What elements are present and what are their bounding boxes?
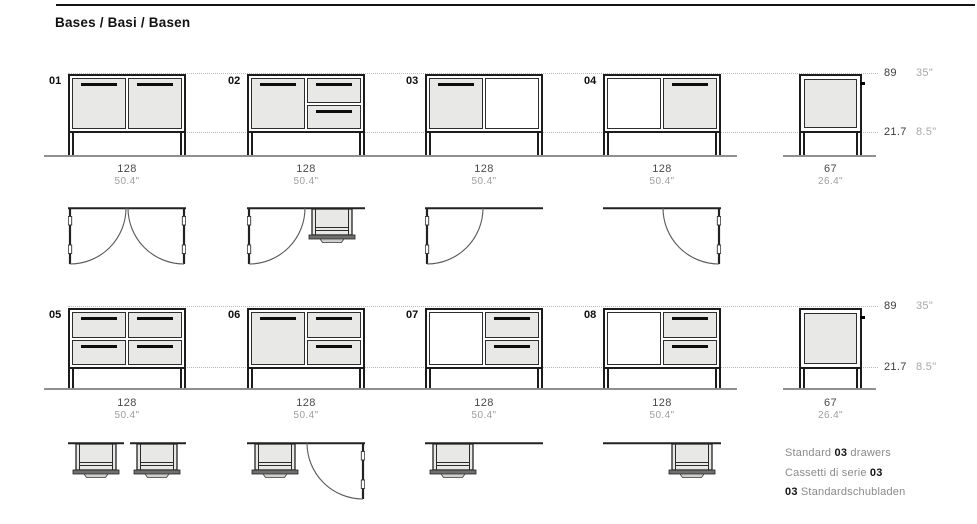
ground-line-row2 [44,388,737,390]
legend-text: Standardschubladen [797,486,906,498]
width-inches: 50.4" [649,410,675,421]
legend-text: Cassetti di serie [785,466,870,479]
drawer-panel [128,312,182,338]
cabinet-side-view [799,308,862,369]
drawer-handle [494,345,529,348]
side-handle [860,316,865,319]
module-04-label: 04 [584,75,597,87]
module-08-dimensions [603,397,721,421]
open-bay [607,78,661,129]
plan-03-left-door-swing [425,207,543,267]
height-cm: 89 [884,67,897,79]
page-title: Bases / Basi / Basen [55,15,191,30]
drawer-panel [485,312,539,338]
ground-line-row1 [44,155,737,157]
plan-01-double-door-swing [68,207,186,267]
plinth-cm: 21.7 [884,361,907,373]
drawer-handle [137,345,172,348]
module-02-dimensions [247,163,365,187]
cabinet-leg [68,369,74,388]
drawer-panel [663,312,717,338]
drawer-handle [494,317,529,320]
legend-line-en [785,444,905,464]
module-01-label: 01 [49,75,62,87]
door-panel [429,78,483,129]
plan-02-door-swing-drawer [247,207,365,267]
plan-05-two-drawers [68,442,186,482]
width-inches: 50.4" [471,176,497,187]
plan-08-right-drawer [603,442,721,482]
drawer-panel [307,312,361,338]
door-handle [137,83,172,86]
legend-bold: 03 [785,486,798,498]
module-01-dimensions [68,163,186,187]
width-cm: 128 [474,163,494,175]
cabinet-leg [359,369,365,388]
cabinet-front-two-doors [68,74,186,133]
cabinet-leg [715,133,721,155]
door-panel [663,78,717,129]
door-handle [260,317,295,320]
width-cm: 128 [652,397,672,409]
cabinet-front-open-door [603,74,721,133]
side-panel [804,79,857,128]
legend-bold: 03 [869,466,883,479]
drawer-handle [137,317,172,320]
drawer-handle [316,83,351,86]
drawer-panel [128,340,182,366]
depth-cm: 67 [823,397,838,409]
module-06-dimensions [247,397,365,421]
module-side-dimensions [799,397,862,421]
door-panel [72,78,126,129]
drawer-handle [81,345,116,348]
door-handle [672,83,707,86]
cabinet-leg [180,369,186,388]
door-panel [128,78,182,129]
cabinet-leg [247,133,253,155]
legend-line-de [785,483,905,503]
cabinet-leg [180,133,186,155]
door-panel [251,78,305,129]
drawer-handle [316,345,351,348]
width-inches: 50.4" [293,176,319,187]
drawer-legend [785,444,905,503]
width-inches: 50.4" [649,176,675,187]
ground-line-row2-side [783,388,876,390]
height-inches: 35" [916,300,934,312]
legend-text: Standard [785,447,835,459]
open-bay [485,78,539,129]
height-cm: 89 [884,300,897,312]
cabinet-leg [603,133,609,155]
cabinet-leg [359,133,365,155]
width-inches: 50.4" [114,176,140,187]
cabinet-front-drawers-door [247,308,365,369]
module-04-dimensions [603,163,721,187]
cabinet-leg [603,369,609,388]
depth-inches: 26.4" [817,176,843,187]
drawer-panel [663,340,717,366]
cabinet-side-view [799,74,862,133]
depth-cm: 67 [823,163,838,175]
width-cm: 128 [296,397,316,409]
plinth-inches: 8.5" [916,126,937,138]
depth-inches: 26.4" [817,410,843,421]
drawer-panel [307,105,361,130]
drawer-panel [72,340,126,366]
drawer-handle [672,317,707,320]
plan-07-left-drawer [425,442,543,482]
cabinet-leg [537,133,543,155]
module-03-label: 03 [406,75,419,87]
module-05-dimensions [68,397,186,421]
plan-06-drawer-door-swing [247,442,365,502]
leader-row2-top [68,306,878,307]
cabinet-front-door-open [425,74,543,133]
cabinet-leg [856,133,862,155]
module-03-dimensions [425,163,543,187]
drawer-handle [672,345,707,348]
open-bay [429,312,483,365]
door-handle [260,83,295,86]
cabinet-leg [247,369,253,388]
cabinet-front-four-drawers [68,308,186,369]
plan-04-right-door-swing [603,207,721,267]
top-rule [56,4,975,6]
width-cm: 128 [474,397,494,409]
drawer-panel [72,312,126,338]
module-05-label: 05 [49,309,62,321]
cabinet-front-door-two-drawers [247,74,365,133]
legend-bold: 03 [834,447,848,459]
cabinet-front-open-drawers [603,308,721,369]
cabinet-leg [68,133,74,155]
height-inches: 35" [916,67,934,79]
module-07-dimensions [425,397,543,421]
ground-line-row1-side [783,155,876,157]
width-cm: 128 [652,163,672,175]
module-02-label: 02 [228,75,241,87]
legend-text: drawers [847,447,891,459]
drawer-panel [307,78,361,103]
cabinet-leg [856,369,862,388]
cabinet-leg [425,133,431,155]
cabinet-leg [425,369,431,388]
door-panel [251,312,305,365]
width-inches: 50.4" [471,410,497,421]
width-inches: 50.4" [114,410,140,421]
width-cm: 128 [296,163,316,175]
legend-line-it [785,464,905,484]
drawer-handle [316,317,351,320]
module-side-dimensions [799,163,862,187]
width-inches: 50.4" [293,410,319,421]
cabinet-leg [799,133,805,155]
cabinet-leg [537,369,543,388]
width-cm: 128 [117,397,137,409]
side-handle [860,82,865,85]
cabinet-leg [799,369,805,388]
door-handle [438,83,473,86]
width-cm: 128 [117,163,137,175]
side-panel [804,313,857,364]
open-bay [607,312,661,365]
cabinet-leg [715,369,721,388]
door-handle [81,83,116,86]
drawer-panel [307,340,361,366]
cabinet-front-drawers-open [425,308,543,369]
module-06-label: 06 [228,309,241,321]
drawer-panel [485,340,539,366]
drawer-handle [81,317,116,320]
plinth-cm: 21.7 [884,126,907,138]
module-07-label: 07 [406,309,419,321]
module-08-label: 08 [584,309,597,321]
plinth-inches: 8.5" [916,361,937,373]
drawer-handle [316,110,351,113]
